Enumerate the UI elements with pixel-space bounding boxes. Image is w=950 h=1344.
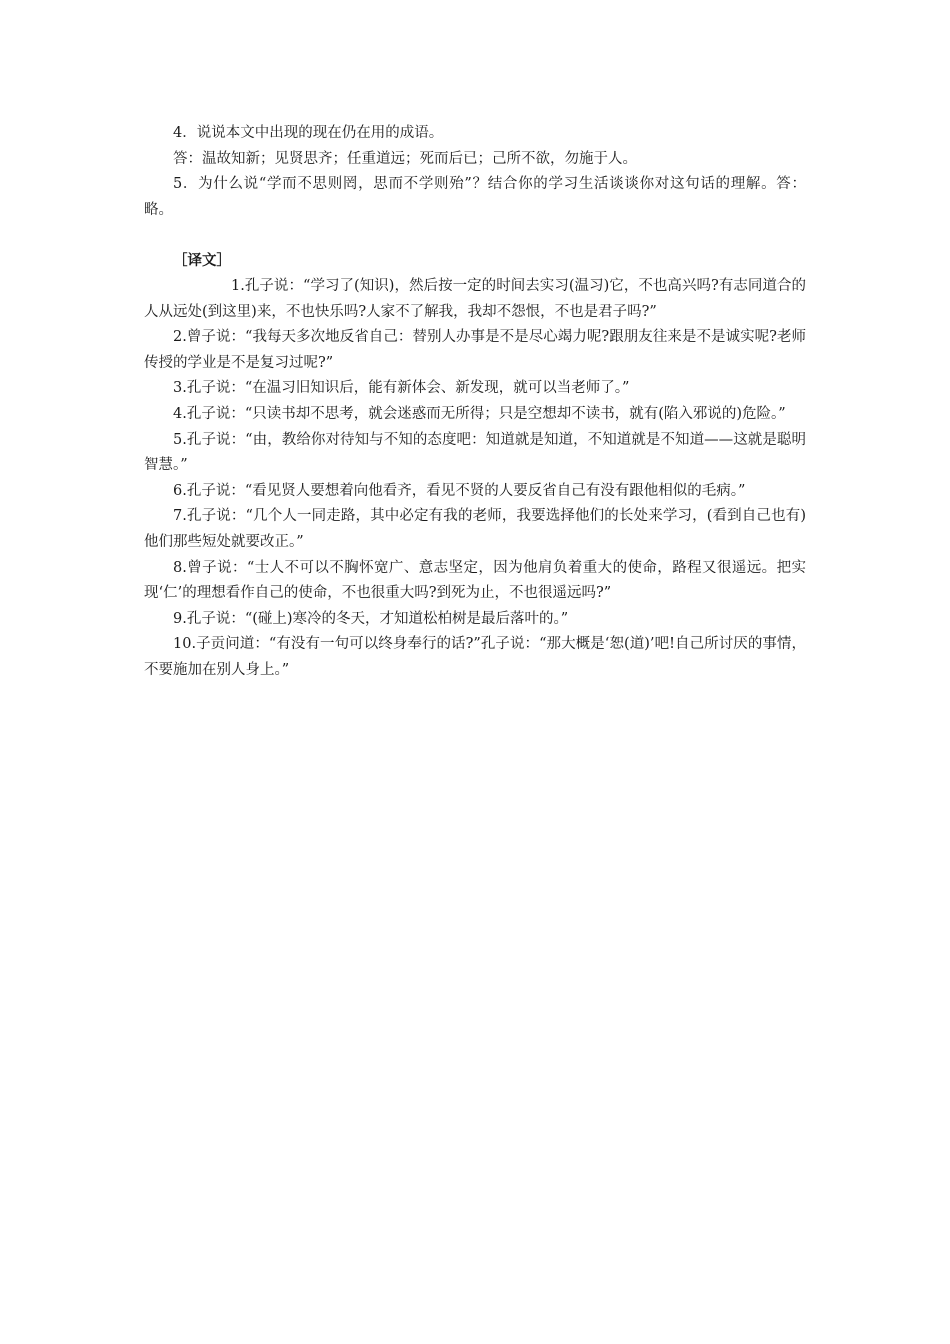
question-4: 4．说说本文中出现的现在仍在用的成语。 xyxy=(173,125,444,141)
document-page xyxy=(144,121,806,683)
translation-item-9: 9.孔子说：“(碰上)寒冷的冬天，才知道松柏树是最后落叶的。” xyxy=(173,610,569,627)
translation-item-8: 8.曾子说：“士人不可以不胸怀宽广、意志坚定，因为他肩负着重大的使命，路程又很遥远。把实现‘仁’的理想看作自己的使命，不也很重大吗?到死为止，不也很遥远吗?” xyxy=(144,559,806,602)
translation-item-2: 2.曾子说：“我每天多次地反省自己：替别人办事是不是尽心竭力呢?跟朋友往来是不是诚实呢?老师传授的学业是不是复习过呢?” xyxy=(144,329,806,371)
translation-item-4: 4.孔子说：“只读书却不思考，就会迷惑而无所得；只是空想却不读书，就有(陷入邪说的)危险。” xyxy=(173,405,786,422)
question-5: 5．为什么说“学而不思则罔，思而不学则殆”？结合你的学习生活谈谈你对这句话的理解。答：略。 xyxy=(144,176,806,218)
translation-item-6: 6.孔子说：“看见贤人要想着向他看齐，看见不贤的人要反省自己有没有跟他相似的毛病。” xyxy=(173,482,746,499)
translation-item-10: 10.子贡问道：“有没有一句可以终身奉行的话?”孔子说：“那大概是‘恕(道)’吧!自己所讨厌的事情，不要施加在别人身上。” xyxy=(144,636,806,678)
translation-heading: ［译文］ xyxy=(173,252,231,270)
answer-4: 答：温故知新；见贤思齐；任重道远；死而后已；己所不欲，勿施于人。 xyxy=(173,150,637,167)
translation-item-5: 5.孔子说：“由，教给你对待知与不知的态度吧：知道就是知道，不知道就是不知道——这就是聪明智慧。” xyxy=(144,431,806,474)
translation-item-7: 7.孔子说：“几个人一同走路，其中必定有我的老师，我要选择他们的长处来学习，(看到自己也有)他们那些短处就要改正。” xyxy=(144,508,806,550)
section-gap xyxy=(144,223,806,248)
translation-item-3: 3.孔子说：“在温习旧知识后，能有新体会、新发现，就可以当老师了。” xyxy=(173,380,630,397)
translation-item-1: 1.孔子说：“学习了(知识)，然后按一定的时间去实习(温习)它，不也高兴吗?有志同道合的人从远处(到这里)来，不也快乐吗?人家不了解我，我却不怨恨，不也是君子吗?” xyxy=(144,277,806,320)
